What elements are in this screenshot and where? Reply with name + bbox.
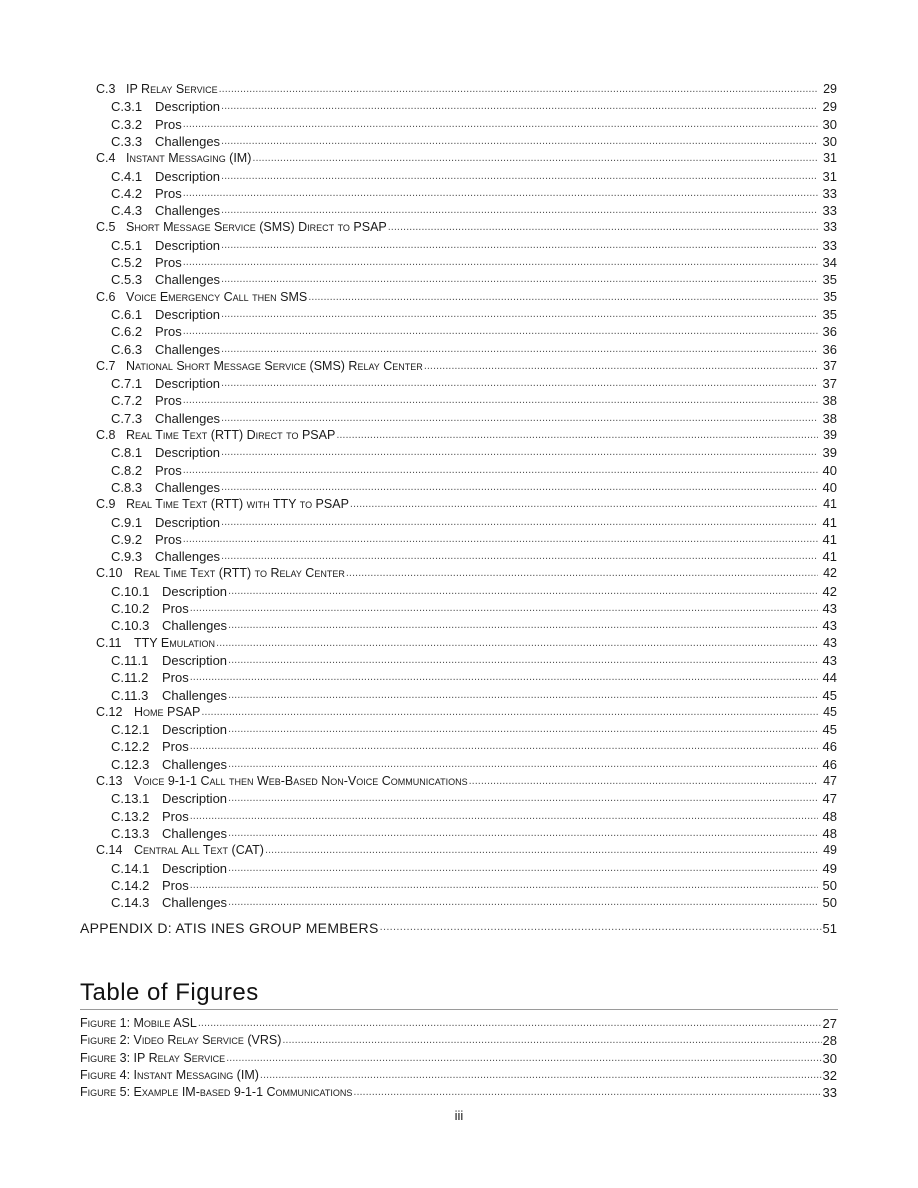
toc-entry-title: Description	[162, 583, 228, 599]
table-of-figures-heading: Table of Figures	[80, 978, 838, 1010]
toc-entry-number: C.14.2	[111, 877, 150, 893]
toc-dot-leader	[216, 637, 818, 650]
toc-entry-page: 39	[822, 445, 837, 461]
toc-subsection-entry[interactable]	[111, 132, 837, 149]
toc-entry-title: Challenges	[162, 756, 228, 772]
toc-dot-leader	[353, 1086, 821, 1099]
toc-entry-number: C.5.1	[111, 237, 143, 253]
toc-entry-page: 30	[822, 133, 837, 149]
toc-appendix-entry[interactable]	[80, 916, 837, 936]
toc-dot-leader	[228, 585, 818, 598]
toc-entry-number: C.11.3	[111, 687, 149, 703]
toc-entry-page: 35	[822, 306, 837, 322]
toc-dot-leader	[226, 1052, 821, 1065]
toc-entry-title: Challenges	[155, 479, 221, 495]
toc-dot-leader	[221, 308, 818, 321]
toc-entry-number: C.13.3	[111, 825, 150, 841]
toc-subsection-entry[interactable]	[111, 253, 837, 270]
toc-dot-leader	[252, 152, 818, 165]
toc-entry-number: C.11	[96, 635, 122, 650]
toc-entry-number: C.3.2	[111, 116, 143, 132]
toc-entry-page: 45	[822, 722, 837, 738]
toc-entry-page: 45	[823, 704, 837, 719]
toc-entry-title: Voice Emergency Call then SMS	[126, 289, 308, 304]
figure-entry-title: Figure 1: Mobile ASL	[80, 1016, 197, 1030]
toc-entry-page: 41	[822, 531, 837, 547]
toc-subsection-entry[interactable]	[111, 305, 837, 322]
toc-dot-leader	[221, 100, 818, 113]
toc-dot-leader	[336, 429, 818, 442]
toc-section-entry[interactable]	[96, 772, 837, 789]
toc-subsection-entry[interactable]	[111, 391, 837, 408]
toc-entry-number: C.12.2	[111, 739, 150, 755]
toc-entry-number: C.11.2	[111, 670, 149, 686]
figure-entry-page: 30	[822, 1050, 837, 1066]
toc-dot-leader	[183, 118, 818, 131]
toc-entry-number: C.5	[96, 220, 116, 235]
toc-dot-leader	[221, 516, 818, 529]
toc-dot-leader	[183, 256, 818, 269]
toc-entry-title: Description	[155, 445, 221, 461]
toc-entry-title: Challenges	[162, 895, 228, 911]
toc-entry-number: C.14	[96, 843, 123, 858]
toc-subsection-entry[interactable]	[111, 115, 837, 132]
toc-entry-title: Pros	[162, 877, 189, 893]
toc-dot-leader	[183, 464, 818, 477]
toc-subsection-entry[interactable]	[111, 443, 837, 460]
toc-entry-page: 46	[822, 739, 837, 755]
toc-entry-number: C.4.3	[111, 203, 143, 219]
toc-section-entry[interactable]	[96, 841, 837, 858]
toc-entry-number: C.12	[96, 704, 123, 719]
toc-section-entry[interactable]	[96, 80, 837, 97]
toc-dot-leader	[424, 360, 818, 373]
toc-entry-title: TTY Emulation	[134, 635, 216, 650]
toc-section-entry[interactable]	[96, 426, 837, 443]
toc-appendix-title: APPENDIX D: ATIS INES GROUP MEMBERS	[80, 920, 379, 936]
toc-dot-leader	[221, 550, 818, 563]
toc-entry-number: C.4	[96, 151, 116, 166]
figure-entry-title: Figure 2: Video Relay Service (VRS)	[80, 1033, 282, 1048]
toc-subsection-entry[interactable]	[111, 876, 837, 893]
toc-subsection-entry[interactable]	[111, 236, 837, 253]
toc-entry-page: 37	[823, 358, 837, 373]
toc-dot-leader	[228, 654, 818, 667]
toc-entry-title: Challenges	[155, 410, 221, 426]
toc-entry-title: Description	[162, 791, 228, 807]
toc-entry-title: Description	[155, 514, 221, 530]
toc-entry-number: C.7.3	[111, 410, 143, 426]
toc-entry-page: 49	[823, 843, 837, 858]
toc-dot-leader	[201, 706, 818, 719]
toc-entry-title: Pros	[162, 670, 189, 686]
toc-entry-number: C.8.2	[111, 462, 143, 478]
toc-entry-title: Short Message Service (SMS) Direct to PSAP	[126, 220, 387, 235]
toc-dot-leader	[190, 879, 818, 892]
toc-dot-leader	[282, 1034, 821, 1047]
toc-subsection-entry[interactable]	[111, 789, 837, 806]
toc-entry-number: C.13	[96, 774, 123, 788]
toc-entry-page: 49	[822, 860, 837, 876]
toc-entry-page: 43	[822, 601, 837, 616]
toc-entry-number: C.7	[96, 358, 116, 373]
toc-entry-number: C.12.3	[111, 756, 150, 772]
toc-dot-leader	[350, 498, 818, 511]
toc-dot-leader	[469, 775, 818, 788]
toc-dot-leader	[221, 170, 818, 183]
toc-entry-page: 36	[822, 324, 837, 340]
toc-dot-leader	[308, 291, 818, 304]
toc-dot-leader	[228, 619, 818, 632]
toc-subsection-entry[interactable]	[111, 807, 837, 824]
toc-entry-number: C.9.1	[111, 514, 143, 530]
toc-entry-number: C.8	[96, 428, 116, 442]
figure-entry-page: 32	[822, 1067, 837, 1083]
toc-entry-number: C.9.3	[111, 549, 143, 565]
toc-entry-number: C.10.1	[111, 583, 150, 599]
toc-dot-leader	[346, 567, 818, 580]
toc-dot-leader	[183, 325, 818, 338]
toc-entry-page: 30	[822, 116, 837, 132]
toc-entry-title: Description	[162, 652, 228, 668]
toc-entry-page: 50	[822, 877, 837, 893]
toc-dot-leader	[221, 377, 818, 390]
toc-dot-leader	[221, 343, 818, 356]
toc-entry-page: 44	[822, 670, 837, 686]
toc-subsection-entry[interactable]	[111, 582, 837, 599]
toc-subsection-entry[interactable]	[111, 893, 837, 910]
toc-entry-page: 37	[822, 376, 837, 392]
toc-entry-page: 33	[822, 185, 837, 201]
toc-subsection-entry[interactable]	[111, 599, 837, 616]
toc-entry-number: C.10.3	[111, 618, 150, 634]
toc-subsection-entry[interactable]	[111, 720, 837, 737]
toc-dot-leader	[221, 446, 818, 459]
toc-dot-leader	[219, 83, 818, 96]
toc-entry-number: C.13.2	[111, 808, 150, 824]
toc-dot-leader	[190, 602, 818, 615]
toc-entry-number: C.3.1	[111, 99, 143, 115]
toc-entry-page: 35	[823, 289, 837, 304]
toc-entry-page: 47	[823, 774, 837, 788]
toc-entry-number: C.4.1	[111, 168, 143, 184]
toc-subsection-entry[interactable]	[111, 340, 837, 357]
figure-list-entry[interactable]	[80, 1083, 837, 1100]
toc-entry-number: C.10.2	[111, 601, 150, 616]
toc-entry-number: C.4.2	[111, 185, 143, 201]
toc-dot-leader	[265, 844, 818, 857]
toc-dot-leader	[221, 239, 818, 252]
figure-list-entry[interactable]	[80, 1049, 837, 1066]
toc-entry-page: 42	[823, 566, 837, 581]
toc-entry-number: C.6.3	[111, 341, 143, 357]
toc-subsection-entry[interactable]	[111, 737, 837, 754]
toc-entry-number: C.5.2	[111, 255, 143, 270]
toc-entry-page: 47	[822, 791, 837, 807]
toc-subsection-entry[interactable]	[111, 668, 837, 685]
toc-subsection-entry[interactable]	[111, 374, 837, 391]
toc-entry-title: Description	[155, 237, 221, 253]
toc-entry-title: Central All Text (CAT)	[134, 843, 264, 858]
figure-entry-page: 33	[822, 1085, 837, 1101]
toc-entry-title: Pros	[155, 255, 182, 270]
toc-section-entry[interactable]	[96, 357, 837, 374]
toc-entry-title: Challenges	[162, 687, 228, 703]
toc-entry-number: C.6	[96, 289, 116, 304]
toc-entry-page: 33	[823, 220, 837, 235]
toc-dot-leader	[228, 827, 818, 840]
toc-entry-page: 42	[822, 583, 837, 599]
figure-list-entry[interactable]	[80, 1014, 837, 1031]
toc-entry-title: Pros	[155, 531, 182, 547]
toc-entry-title: Description	[155, 306, 221, 322]
toc-entry-title: Challenges	[162, 618, 228, 634]
toc-entry-number: C.6.2	[111, 324, 143, 340]
toc-entry-number: C.7.2	[111, 393, 143, 409]
toc-entry-page: 31	[823, 151, 837, 166]
toc-subsection-entry[interactable]	[111, 686, 837, 703]
toc-subsection-entry[interactable]	[111, 859, 837, 876]
toc-entry-number: C.6.1	[111, 306, 143, 322]
toc-section-entry[interactable]	[96, 495, 837, 512]
toc-entry-page: 31	[822, 168, 837, 184]
toc-entry-number: C.14.3	[111, 895, 150, 911]
figure-entry-title: Figure 3: IP Relay Service	[80, 1050, 226, 1065]
toc-section-entry[interactable]	[96, 564, 837, 581]
toc-subsection-entry[interactable]	[111, 184, 837, 201]
toc-section-entry[interactable]	[96, 703, 837, 720]
toc-entry-title: Pros	[162, 808, 189, 824]
toc-entry-title: Real Time Text (RTT) with TTY to PSAP	[126, 497, 349, 512]
toc-entry-title: Real Time Text (RTT) to Relay Center	[134, 566, 345, 581]
toc-subsection-entry[interactable]	[111, 409, 837, 426]
figure-entry-title: Figure 5: Example IM-based 9-1-1 Communications	[80, 1085, 353, 1100]
figure-entry-page: 28	[822, 1033, 837, 1049]
toc-dot-leader	[183, 187, 818, 200]
toc-entry-page: 33	[822, 203, 837, 219]
toc-entry-title: Challenges	[155, 272, 221, 288]
toc-dot-leader	[190, 810, 818, 823]
toc-entry-number: C.9.2	[111, 531, 143, 547]
toc-section-entry[interactable]	[96, 149, 837, 166]
figure-list-entry[interactable]	[80, 1066, 837, 1083]
toc-subsection-entry[interactable]	[111, 547, 837, 564]
toc-subsection-entry[interactable]	[111, 322, 837, 339]
toc-entry-page: 38	[822, 393, 837, 409]
toc-entry-page: 41	[822, 549, 837, 565]
toc-dot-leader	[190, 671, 818, 684]
toc-entry-title: Challenges	[155, 133, 221, 149]
toc-section-entry[interactable]	[96, 288, 837, 305]
figure-entry-page: 27	[822, 1016, 837, 1031]
toc-entry-title: Pros	[155, 462, 182, 478]
toc-entry-page: 41	[823, 497, 837, 512]
toc-entry-page: 33	[822, 237, 837, 253]
toc-dot-leader	[228, 862, 818, 875]
toc-subsection-entry[interactable]	[111, 461, 837, 478]
toc-subsection-entry[interactable]	[111, 201, 837, 218]
toc-dot-leader	[221, 204, 818, 217]
toc-dot-leader	[228, 689, 818, 702]
toc-section-entry[interactable]	[96, 218, 837, 235]
toc-dot-leader	[221, 273, 818, 286]
toc-entry-page: 39	[823, 428, 837, 442]
toc-entry-title: Description	[155, 376, 221, 392]
toc-dot-leader	[388, 221, 818, 234]
toc-subsection-entry[interactable]	[111, 167, 837, 184]
toc-appendix-page: 51	[822, 921, 837, 936]
toc-entry-title: Challenges	[155, 203, 221, 219]
toc-entry-title: Pros	[162, 601, 189, 616]
figure-entry-title: Figure 4: Instant Messaging (IM)	[80, 1067, 259, 1082]
toc-entry-page: 50	[822, 895, 837, 911]
toc-dot-leader	[221, 135, 818, 148]
toc-entry-title: Challenges	[162, 825, 228, 841]
toc-entry-page: 29	[823, 82, 837, 96]
toc-entry-page: 43	[822, 618, 837, 634]
toc-entry-title: Pros	[162, 739, 189, 755]
toc-entry-number: C.5.3	[111, 272, 143, 288]
toc-entry-page: 36	[822, 341, 837, 357]
toc-entry-title: Description	[162, 722, 228, 738]
toc-entry-page: 29	[822, 99, 837, 115]
toc-entry-page: 45	[822, 687, 837, 703]
toc-entry-title: Instant Messaging (IM)	[126, 151, 252, 166]
toc-entry-number: C.3.3	[111, 133, 143, 149]
toc-dot-leader	[183, 394, 818, 407]
toc-subsection-entry[interactable]	[111, 270, 837, 287]
toc-entry-number: C.14.1	[111, 860, 150, 876]
toc-dot-leader	[260, 1069, 822, 1082]
toc-entry-title: Description	[162, 860, 228, 876]
toc-entry-title: Challenges	[155, 341, 221, 357]
toc-entry-page: 38	[822, 410, 837, 426]
toc-dot-leader	[228, 758, 818, 771]
toc-entry-page: 46	[822, 756, 837, 772]
toc-subsection-entry[interactable]	[111, 616, 837, 633]
toc-entry-page: 48	[822, 825, 837, 841]
toc-dot-leader	[228, 723, 818, 736]
toc-entry-number: C.8.1	[111, 445, 143, 461]
toc-subsection-entry[interactable]	[111, 478, 837, 495]
toc-entry-title: National Short Message Service (SMS) Relay Center	[126, 358, 423, 373]
toc-entry-page: 41	[822, 514, 837, 530]
toc-entry-title: Real Time Text (RTT) Direct to PSAP	[126, 428, 336, 442]
toc-subsection-entry[interactable]	[111, 513, 837, 530]
toc-section-entry[interactable]	[96, 634, 837, 651]
toc-subsection-entry[interactable]	[111, 97, 837, 114]
toc-subsection-entry[interactable]	[111, 651, 837, 668]
toc-entry-number: C.7.1	[111, 376, 143, 392]
toc-dot-leader	[228, 896, 818, 909]
toc-dot-leader	[221, 481, 818, 494]
toc-entry-number: C.12.1	[111, 722, 150, 738]
toc-dot-leader	[221, 412, 818, 425]
toc-entry-title: IP Relay Service	[126, 82, 218, 96]
toc-entry-title: Pros	[155, 116, 182, 132]
toc-dot-leader	[183, 533, 818, 546]
toc-entry-page: 43	[823, 635, 837, 650]
toc-entry-title: Pros	[155, 393, 182, 409]
toc-entry-page: 34	[822, 255, 837, 270]
toc-entry-page: 48	[822, 808, 837, 824]
toc-dot-leader	[190, 740, 818, 753]
toc-subsection-entry[interactable]	[111, 530, 837, 547]
toc-entry-page: 43	[822, 652, 837, 668]
toc-entry-title: Description	[155, 99, 221, 115]
page-number-footer: iii	[454, 1108, 464, 1123]
toc-entry-title: Home PSAP	[134, 704, 201, 719]
toc-entry-page: 35	[822, 272, 837, 288]
toc-subsection-entry[interactable]	[111, 824, 837, 841]
toc-entry-number: C.9	[96, 497, 116, 512]
toc-dot-leader	[380, 921, 822, 934]
toc-subsection-entry[interactable]	[111, 755, 837, 772]
toc-entry-number: C.11.1	[111, 652, 149, 668]
toc-entry-title: Challenges	[155, 549, 221, 565]
toc-entry-title: Pros	[155, 324, 182, 340]
toc-entry-title: Voice 9-1-1 Call then Web-Based Non-Voice Communications	[134, 774, 468, 788]
toc-entry-number: C.8.3	[111, 479, 143, 495]
toc-entry-title: Pros	[155, 185, 182, 201]
toc-entry-title: Description	[155, 168, 221, 184]
toc-entry-number: C.10	[96, 566, 123, 581]
toc-dot-leader	[228, 792, 818, 805]
toc-entry-page: 40	[822, 462, 837, 478]
toc-entry-number: C.3	[96, 82, 116, 96]
figure-list-entry[interactable]	[80, 1031, 837, 1048]
toc-entry-page: 40	[822, 479, 837, 495]
toc-entry-number: C.13.1	[111, 791, 150, 807]
toc-dot-leader	[198, 1017, 822, 1030]
